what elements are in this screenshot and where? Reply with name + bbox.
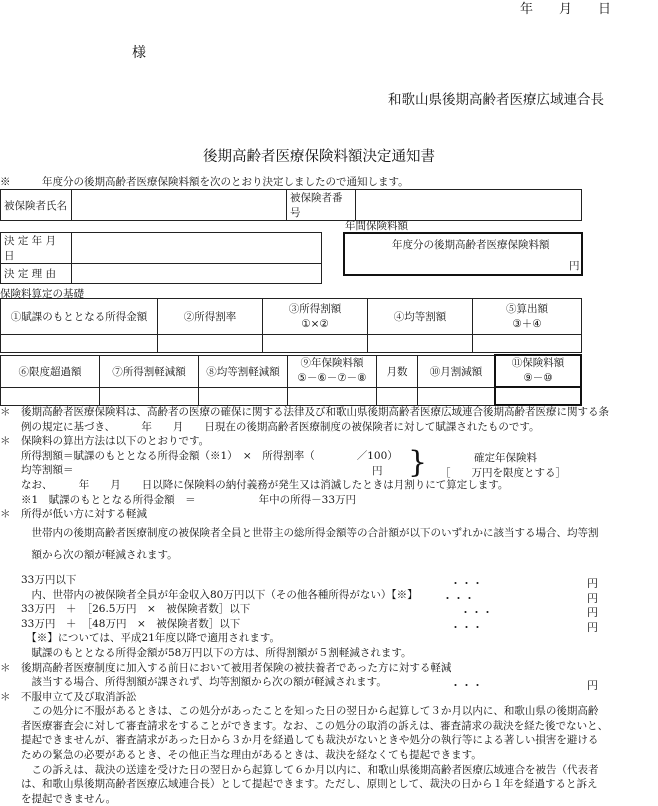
basis-flat-levy-header: ④均等割額 <box>368 299 473 335</box>
basis-flat-reduction-header: ⑧均等割軽減額 <box>199 355 288 387</box>
brace-icon: } <box>408 445 428 480</box>
intro-text: ※ 年度分の後期高齢者医療保険料額を次のとおり決定しましたので通知します。 <box>0 176 409 188</box>
reduction-yen: 円 <box>587 577 598 590</box>
basis-cell <box>1 335 158 353</box>
reduction-dots: ・・・ <box>450 577 483 590</box>
basis-table-row2 <box>0 354 582 406</box>
note-line: 33万円 ＋ ［26.5万円 × 被保険者数］以下 <box>0 603 251 616</box>
annual-premium-year-label: 年度分の後期高齢者医療保険料額 <box>392 239 550 251</box>
annual-premium-section-label: 年間保険料額 <box>345 220 408 232</box>
basis-income-levy-header <box>263 299 368 335</box>
reduction-yen: 円 <box>587 606 598 619</box>
annual-premium-box <box>343 232 583 276</box>
basis-cell <box>263 335 368 353</box>
basis-premium-header <box>495 355 581 387</box>
note-line: この訴えは、裁決の送達を受けた日の翌日から起算して６か月以内に、和歌山県後期高齢者医療広域連合を被告（代表者 <box>0 763 599 776</box>
basis-cell <box>1 387 100 405</box>
income-levy-label: ③所得割額 <box>288 302 342 315</box>
basis-income-reduction-header: ⑦所得割軽減額 <box>100 355 199 387</box>
basis-cell <box>368 335 473 353</box>
basis-annual-header <box>288 355 377 387</box>
calculated-label: ⑤算出額 <box>506 302 548 315</box>
decision-table <box>0 232 322 284</box>
note-line: 提起できませんが、審査請求があった日から３か月を経過しても裁決がないときや処分の執行等による著しい損害を避ける <box>0 734 599 747</box>
note-line: ＊ 保険料の算出方法は以下のとおりです。 <box>0 435 210 448</box>
document-title: 後期高齢者医療保険料額決定通知書 <box>203 149 435 165</box>
premium-label: ⑪保険料額 <box>511 357 565 369</box>
basis-cell <box>377 387 418 405</box>
recipient-suffix: 様 <box>132 45 146 61</box>
income-levy-formula: ①×② <box>301 317 329 330</box>
reduction-dots: ・・・ <box>460 606 493 619</box>
note-line: 33万円 ＋ ［48万円 × 被保険者数］以下 <box>0 617 241 630</box>
insured-number-label: 被保険者番号 <box>287 190 356 221</box>
insured-name-label: 被保険者氏名 <box>1 190 72 221</box>
reduction-yen: 円 <box>587 592 598 605</box>
basis-income-header: ①賦課のもととなる所得金額 <box>1 299 158 335</box>
note-line: 33万円以下 <box>0 573 77 586</box>
note-line: 内、世帯内の被保険者全員が年金収入80万円以下（その他各種所得がない）【※】 <box>0 588 418 601</box>
note-line: を提起できません。 <box>0 792 117 805</box>
note-line: ＊ 所得が低い方に対する軽減 <box>0 508 147 521</box>
basis-table-row1 <box>0 298 582 353</box>
dependent-yen: 円 <box>587 679 598 692</box>
basis-cell <box>100 387 199 405</box>
annual-premium-unit: 円 <box>569 260 580 272</box>
annual-label: ⑨年保険料額 <box>300 357 364 369</box>
note-line: 均等割額＝ <box>0 464 74 477</box>
basis-cell <box>199 387 288 405</box>
note-line: ※1 賦課のもととなる所得金額 ＝ 年中の所得－33万円 <box>0 493 357 506</box>
insured-number-value <box>356 190 582 221</box>
note-line: 該当する場合、所得割額が課されず、均等割額から次の額が軽減されます。 <box>0 676 387 689</box>
basis-months-header: 月数 <box>377 355 418 387</box>
insured-info-table <box>0 189 582 221</box>
basis-cell <box>418 387 496 405</box>
basis-cell <box>288 387 377 405</box>
basis-calculated-header <box>473 299 582 335</box>
limit-label: ［ 万円を限度とする］ <box>440 467 566 479</box>
note-line: は、和歌山県後期高齢者医療広域連合長）として提起できます。ただし、原則として、裁決の日から１年を経過すると訴え <box>0 778 598 791</box>
note-line: 賦課のもととなる所得金額が58万円以下の方は、所得割額が５割軽減されます。 <box>0 646 412 659</box>
note-line: ＊ 不服申立て及び取消訴訟 <box>0 690 137 703</box>
basis-rate-header: ②所得割率 <box>158 299 263 335</box>
reduction-yen: 円 <box>587 621 598 634</box>
dependent-dots: ・・・ <box>450 679 483 692</box>
note-line: この処分に不服があるときは、この処分があったことを知った日の翌日から起算して３か月以内に、和歌山県の後期高齢 <box>0 705 599 718</box>
basis-excess-header: ⑥限度超過額 <box>1 355 100 387</box>
note-line: 世帯内の後期高齢者医療制度の被保険者全員と世帯主の総所得金額等の合計額が以下のいずれかに該当する場合、均等割 <box>0 526 599 539</box>
reduction-dots: ・・・ <box>442 592 475 605</box>
note-line: 所得割額＝賦課のもととなる所得金額（※1） × 所得割率（ ／100） <box>0 449 398 462</box>
decision-date-label: 決 定 年 月 日 <box>1 233 72 264</box>
issuer-name: 和歌山県後期高齢者医療広域連合長 <box>388 92 604 108</box>
note-line: 【※】については、平成21年度以降で適用されます。 <box>0 632 281 645</box>
decision-reason-label: 決 定 理 由 <box>1 264 72 284</box>
decision-date-value <box>72 233 322 264</box>
basis-monthly-reduction-header: ⑩月割減額 <box>418 355 496 387</box>
date-line: 年 月 日 <box>520 2 612 17</box>
decision-reason-value <box>72 264 322 284</box>
note-line: ＊ 後期高齢者医療保険料は、高齢者の医療の確保に関する法律及び和歌山県後期高齢者医療広域連合後期高齢者医療に関する条 <box>0 406 609 418</box>
annual-formula: ⑤－⑥－⑦－⑧ <box>297 372 367 384</box>
calculated-formula: ③＋④ <box>512 317 542 330</box>
basis-cell <box>158 335 263 353</box>
note-line: ための緊急の必要があるとき、その他正当な理由があるときは、裁決を経なくても提起できます。 <box>0 749 482 762</box>
reduction-dots: ・・・ <box>450 621 483 634</box>
basis-cell <box>495 387 581 405</box>
premium-formula: ⑨－⑩ <box>523 372 553 384</box>
note-line: 者医療審査会に対して審査請求をすることができます。なお、この処分の取消の訴えは、審査請求の裁決を経た後でないと、 <box>0 719 609 732</box>
note-line: 例の規定に基づき、 年 月 日現在の後期高齢者医療制度の被保険者に対して賦課されたものです。 <box>0 420 540 433</box>
basis-cell <box>473 335 582 353</box>
note-line: なお、 年 月 日以降に保険料の納付義務が発生又は消滅したときは月割りにて算定します。 <box>0 478 509 491</box>
note-line: 額から次の額が軽減されます。 <box>0 549 178 562</box>
note-line: ＊ 後期高齢者医療制度に加入する前日において被用者保険の被扶養者であった方に対する軽減 <box>0 661 452 674</box>
basis-section-label: 保険料算定の基礎 <box>0 288 84 300</box>
kakutei-label: 確定年保険料 <box>474 452 537 464</box>
insured-name-value <box>72 190 287 221</box>
flat-levy-yen: 円 <box>372 465 383 477</box>
